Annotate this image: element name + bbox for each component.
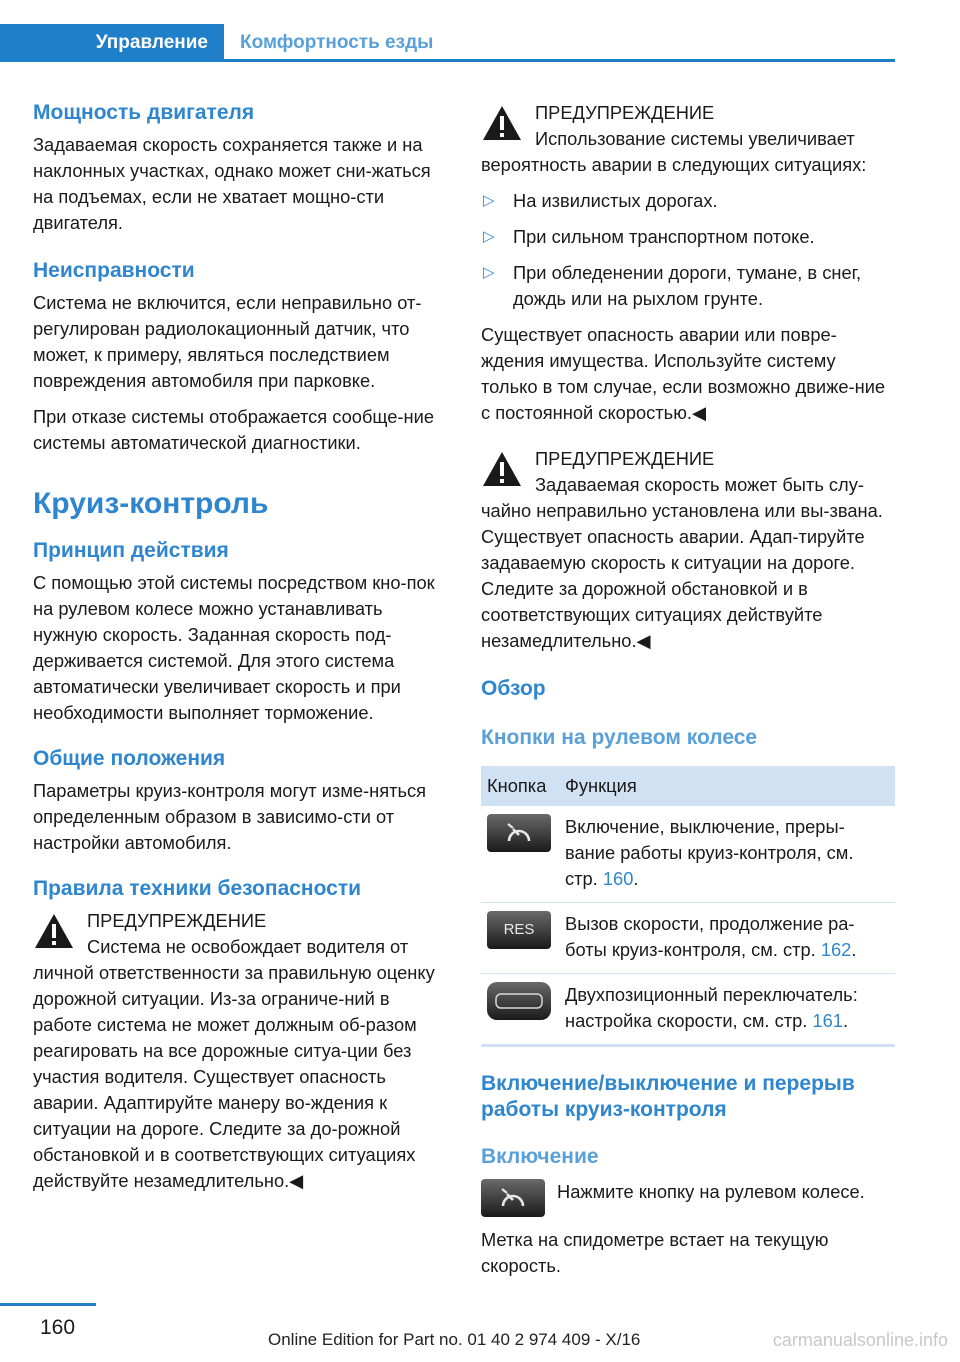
paragraph-switch-on: Нажмите кнопку на рулевом колесе.: [557, 1181, 865, 1202]
situation-list: [481, 188, 895, 312]
heading-overview: Обзор: [481, 677, 546, 700]
table-header-button: Кнопка: [481, 766, 559, 806]
page-link[interactable]: 161: [812, 1010, 843, 1031]
paragraph-faults-2: При отказе системы отображается сообще-ние системы автоматической диагностики.: [33, 406, 434, 453]
heading-cruise-control: Круиз-контроль: [33, 487, 269, 520]
list-item: ▷ При сильном транспортном потоке.: [481, 224, 895, 250]
heading-principle: Принцип действия: [33, 539, 229, 562]
res-button-icon: RES: [487, 911, 551, 949]
page-number-rule: [0, 1303, 96, 1306]
paragraph-speed-mark: Метка на спидометре встает на текущую скорость.: [481, 1229, 829, 1276]
watermark: carmanualsonline.info: [772, 1330, 948, 1350]
chapter-tab-section[interactable]: Комфортность езды: [240, 32, 434, 53]
warning-triangle-icon: [481, 450, 523, 488]
rocker-switch-icon: [487, 982, 551, 1020]
warning-block-3: [481, 446, 895, 654]
heading-engine-power: Мощность двигателя: [33, 101, 255, 124]
list-marker-icon: ▷: [483, 264, 495, 281]
page-number: 160: [40, 1316, 76, 1339]
paragraph-faults-1: Система не включится, если неправильно от-регулирован радиолокационный датчик, что может, к примеру, являться последствием повреждения автомобиля при парковке.: [33, 292, 422, 391]
header-rule: [0, 59, 895, 62]
chapter-header: [0, 24, 895, 62]
table-row: Двухпозиционный переключатель: настройка скорости, см. стр. 161.: [481, 974, 895, 1046]
right-column: [481, 100, 895, 1289]
heading-on-off: Включение/выключение и перерыв работы круиз-контроля: [481, 1072, 855, 1121]
heading-steering-buttons: Кнопки на рулевом колесе: [481, 726, 758, 749]
switch-on-row: [481, 1179, 895, 1217]
warning-text: Система не освобождает водителя от личной ответственности за правильную оценку дорожной ситуации. Из-за ограниче-ний в работе система не может должным об-разом реагировать на все дорожные ситуа-ции без участия водителя. Существует опасность аварии. Адаптируйте манеру во-ждения к ситуации на дороге. Следите за до-рожной обстановкой и в соответствующих ситуациях действуйте незамедлительно.◀: [33, 936, 435, 1191]
page-link[interactable]: 162: [820, 939, 852, 960]
cruise-control-button-icon: [487, 814, 551, 852]
edition-footer: Online Edition for Part no. 01 40 2 974 409 - X/16: [268, 1330, 641, 1349]
warning-text: Использование системы увеличивает вероятность аварии в следующих ситуациях:: [481, 128, 867, 175]
paragraph-engine-power: Задаваемая скорость сохраняется также и на наклонных участках, однако может сни-жаться на подъемах, если не хватает мощно-сти двигателя.: [33, 134, 431, 233]
warning-text: Задаваемая скорость может быть слу-чайно неправильно установлена или вы-звана. Существует опасность аварии. Адап-тируйте задаваемую скорость к ситуации на дороге. Следите за дорожной обстановкой и в соответствующих ситуациях действуйте незамедлительно.◀: [481, 474, 883, 651]
paragraph-principle: С помощью этой системы посредством кно-пок на рулевом колесе можно устанавливать нужную скорость. Заданная скорость под-держивается системой. Для этого система автоматически увеличивает скорость и при необходимости выполняет торможение.: [33, 572, 435, 723]
warning-triangle-icon: [481, 104, 523, 142]
list-item: ▷ На извилистых дорогах.: [481, 188, 895, 214]
warning-title: ПРЕДУПРЕЖДЕНИЕ: [535, 102, 715, 123]
table-header-function: Функция: [559, 766, 895, 806]
table-row: Включение, выключение, преры-вание работы круиз-контроля, см. стр. 160.: [481, 806, 895, 903]
heading-general: Общие положения: [33, 747, 226, 770]
page-link[interactable]: 160: [602, 868, 634, 889]
paragraph-general: Параметры круиз-контроля могут изме-няться определенным образом в зависимо-сти от настройки автомобиля.: [33, 780, 427, 853]
heading-faults: Неисправности: [33, 259, 195, 282]
chapter-tab-active[interactable]: Управление: [0, 24, 224, 62]
warning-title: ПРЕДУПРЕЖДЕНИЕ: [87, 910, 267, 931]
warning-triangle-icon: [33, 912, 75, 950]
warning-title: ПРЕДУПРЕЖДЕНИЕ: [535, 448, 715, 469]
buttons-table: [481, 766, 895, 1047]
warning-block-1: [33, 908, 447, 1194]
heading-switch-on: Включение: [481, 1145, 599, 1168]
heading-safety: Правила техники безопасности: [33, 877, 362, 900]
list-marker-icon: ▷: [483, 228, 495, 245]
list-marker-icon: ▷: [483, 192, 495, 209]
paragraph-after-list: Существует опасность аварии или повре-ждения имущества. Используйте систему только в том случае, если возможно движе-ние с постоянной скоростью.◀: [481, 324, 886, 423]
table-row: RES Вызов скорости, продолжение ра-боты круиз-контроля, см. стр. 162.: [481, 903, 895, 974]
left-column: [33, 100, 447, 1204]
list-item: ▷ При обледенении дороги, тумане, в снег, дождь или на рыхлом грунте.: [483, 262, 862, 309]
warning-block-2: [481, 100, 895, 178]
cruise-control-button-icon: [481, 1179, 545, 1217]
